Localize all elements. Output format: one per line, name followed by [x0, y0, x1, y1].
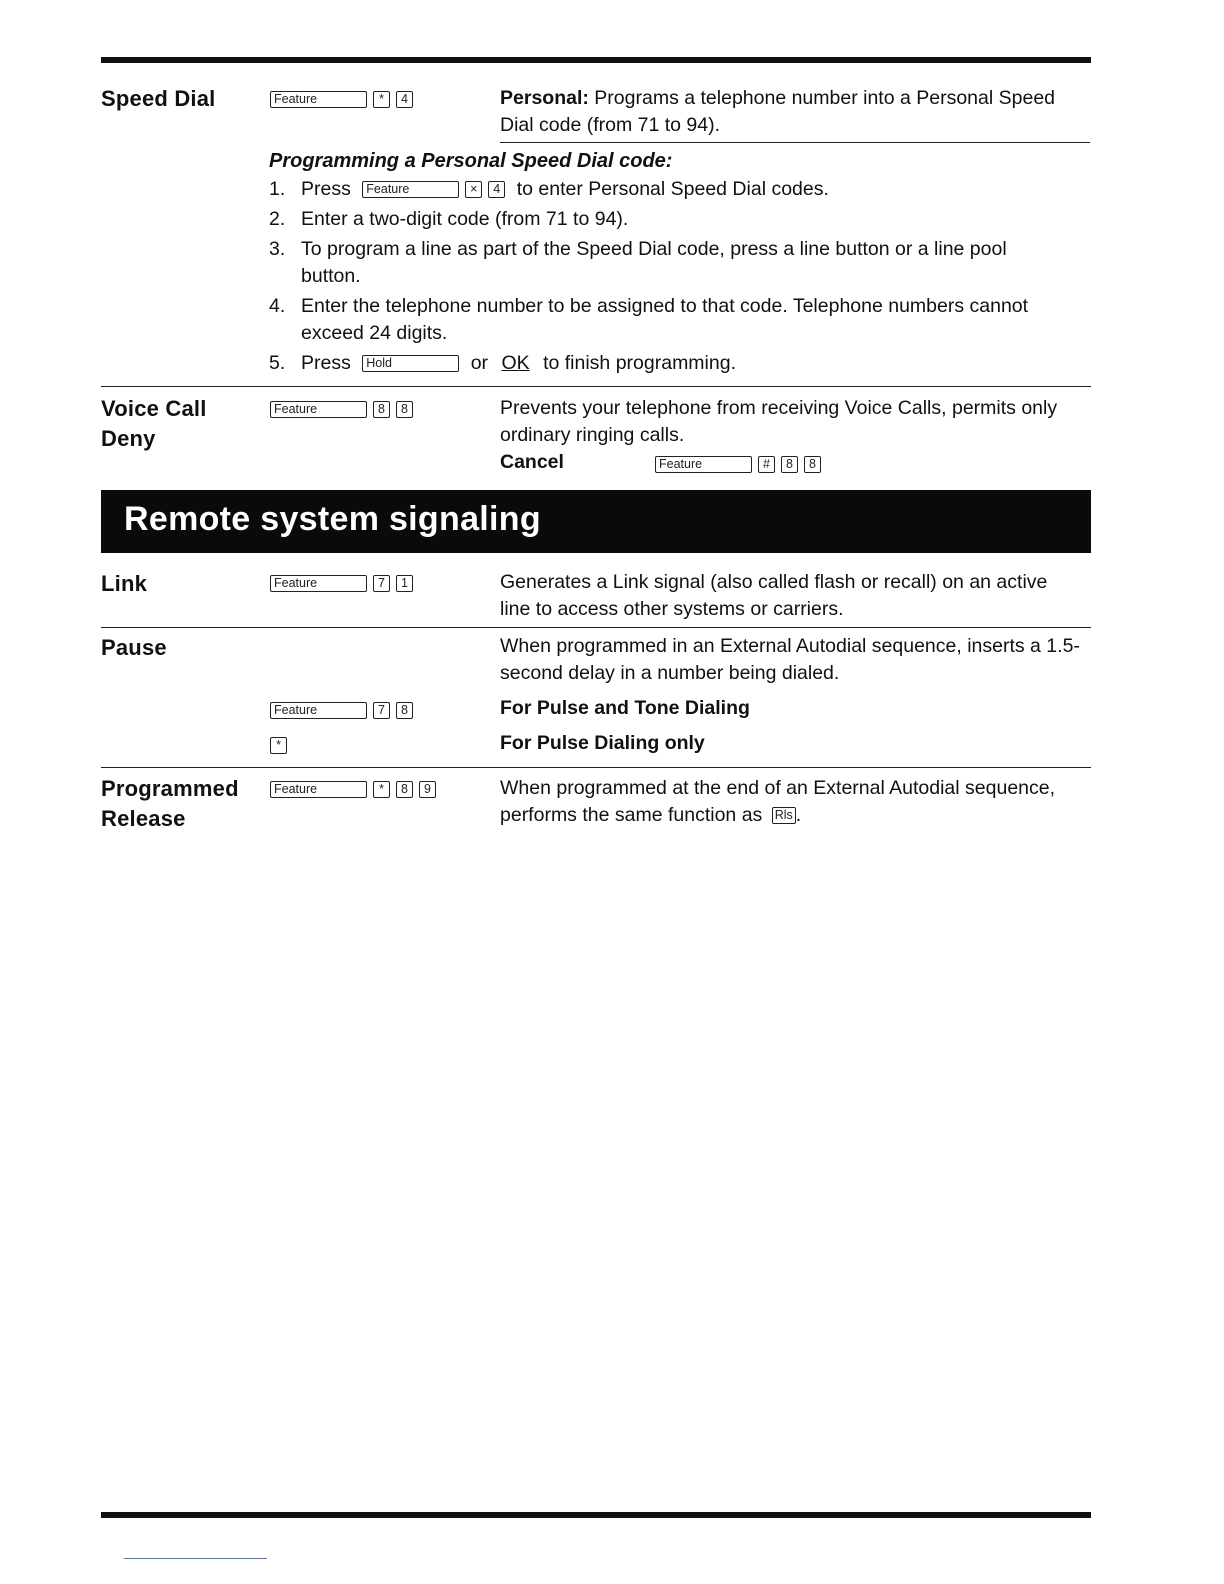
digit-8-key: 8 — [781, 456, 798, 473]
digit-7-key: 7 — [373, 575, 390, 592]
list-item — [269, 293, 1059, 350]
step-text: To program a line as part of the Speed Dial code, press a line button or a line pool button. — [301, 238, 1007, 287]
programmed-release-keys — [270, 778, 442, 800]
programmed-release-description — [500, 775, 1090, 829]
step-text: to enter Personal Speed Dial codes. — [516, 178, 829, 200]
step-number: 4. — [269, 295, 286, 317]
pause-keys-feature — [270, 699, 419, 721]
list-item — [269, 350, 1059, 380]
digit-4-key: 4 — [488, 181, 505, 198]
speed-dial-keys — [270, 88, 419, 110]
term-line: Release — [101, 806, 186, 831]
personal-desc: Programs a telephone number into a Personal Speed Dial code (from 71 to 94). — [500, 87, 1056, 136]
pulse-only-option: For Pulse Dialing only — [500, 732, 705, 754]
term-line: Voice Call — [101, 396, 207, 421]
pause-term: Pause — [101, 635, 167, 660]
digit-7-key: 7 — [373, 702, 390, 719]
pulse-tone-option: For Pulse and Tone Dialing — [500, 697, 750, 719]
digit-1-key: 1 — [396, 575, 413, 592]
desc-text: When programmed at the end of an External Autodial sequence, performs the same function as — [500, 777, 1056, 826]
divider — [101, 627, 1091, 628]
feature-key: Feature — [270, 401, 367, 418]
top-rule — [101, 57, 1091, 63]
feature-key: Feature — [270, 575, 367, 592]
term-line: Programmed — [101, 776, 239, 801]
hash-key: # — [758, 456, 775, 473]
programming-heading: Programming a Personal Speed Dial code: — [269, 150, 673, 172]
digit-8-key: 8 — [373, 401, 390, 418]
digit-9-key: 9 — [419, 781, 436, 798]
step-text: Press — [301, 178, 351, 200]
step-number: 2. — [269, 208, 286, 230]
programmed-release-term — [101, 774, 239, 834]
step-text: or — [470, 352, 489, 374]
step-number: 5. — [269, 352, 286, 374]
feature-key: Feature — [270, 91, 367, 108]
digit-8-key: 8 — [396, 401, 413, 418]
star-key: * — [373, 91, 390, 108]
link-description: Generates a Link signal (also called flash or recall) on an active line to access other systems or carriers. — [500, 571, 1048, 620]
divider — [500, 142, 1090, 143]
footer-stamp-line — [124, 1558, 267, 1559]
star-key: * — [270, 737, 287, 754]
feature-key: Feature — [655, 456, 752, 473]
rls-key: Rls — [772, 807, 796, 824]
section-banner — [101, 490, 1091, 553]
cancel-keys — [655, 453, 827, 475]
ok-key: OK — [501, 352, 530, 374]
list-item — [269, 236, 1059, 293]
feature-key: Feature — [270, 702, 367, 719]
voice-call-deny-term — [101, 394, 207, 454]
bottom-rule — [101, 1512, 1091, 1518]
voice-call-deny-keys — [270, 398, 419, 420]
feature-key: Feature — [362, 181, 459, 198]
list-item — [269, 176, 1059, 206]
pause-description: When programmed in an External Autodial sequence, inserts a 1.5-second delay in a number being dialed. — [500, 635, 1080, 684]
list-item — [269, 206, 1059, 236]
cancel-label: Cancel — [500, 451, 564, 473]
link-keys — [270, 572, 419, 594]
times-key: × — [465, 181, 482, 198]
link-term: Link — [101, 571, 148, 596]
term-line: Deny — [101, 426, 156, 451]
step-text: Enter the telephone number to be assigned to that code. Telephone numbers cannot exceed 24 digits. — [301, 295, 1029, 344]
star-key: * — [373, 781, 390, 798]
programming-steps — [269, 176, 1059, 380]
digit-8-key: 8 — [396, 702, 413, 719]
step-text: to finish programming. — [543, 352, 736, 374]
hold-key: Hold — [362, 355, 459, 372]
digit-4-key: 4 — [396, 91, 413, 108]
pause-keys-star — [270, 734, 293, 756]
step-text: Enter a two-digit code (from 71 to 94). — [301, 208, 629, 230]
divider — [101, 386, 1091, 387]
speed-dial-description — [500, 85, 1080, 139]
speed-dial-term: Speed Dial — [101, 86, 216, 111]
personal-label: Personal: — [500, 87, 589, 109]
step-text: Press — [301, 352, 351, 374]
section-title: Remote system signaling — [124, 500, 541, 538]
digit-8-key: 8 — [396, 781, 413, 798]
digit-8-key: 8 — [804, 456, 821, 473]
feature-key: Feature — [270, 781, 367, 798]
desc-text: . — [795, 804, 802, 826]
step-number: 3. — [269, 238, 286, 260]
voice-call-deny-description: Prevents your telephone from receiving Voice Calls, permits only ordinary ringing calls. — [500, 397, 1058, 446]
step-number: 1. — [269, 178, 286, 200]
divider — [101, 767, 1091, 768]
